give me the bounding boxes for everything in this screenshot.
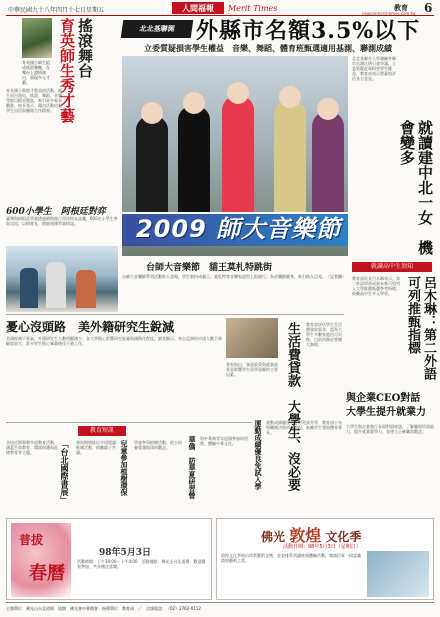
grad-students-title: 憂心沒頭路 美外籍研究生銳減 <box>6 320 175 334</box>
person-figure <box>76 270 96 308</box>
camp-body: 海外華裔青年返國參加研習營，體驗中華文化。 <box>200 436 248 446</box>
grad-students-body: 美國經濟不景氣，外籍研究生人數明顯減少，各大學擔心影響研究能量與國際化程度。調查顯示，來自亞洲的申請人數下降幅度最大，許多學生擔心畢業後找不到工作。 <box>6 336 222 346</box>
main-story-kicker: 北北基聯測 <box>121 20 194 38</box>
festival-banner-text: 2009 師大音樂節 <box>136 215 342 243</box>
performer-head <box>317 98 339 120</box>
performer-figure <box>136 116 168 216</box>
loan-article-body: 教育部評估學生生活費貸款需求，認為大學生多數家庭仍可負擔，目前尚無必要擴大辦理。 <box>306 322 342 347</box>
divider <box>6 314 344 315</box>
page-footer: 主辦單位：佛光山台北道場 協辦：佛光會中華總會 指導單位：教育部 ／ 洽詢電話：（02）2762-0112 <box>6 602 434 614</box>
performer-head <box>183 92 205 114</box>
section-label: 就讀高中生須知 <box>352 262 432 272</box>
person-figure <box>20 268 38 308</box>
chess-article-body: 臺灣與阿根廷學童透過網路進行西洋棋友誼賽，600名小學生參與交流，以棋會友，增進兩國學童情誼。 <box>6 216 118 226</box>
contact-url: news@merit-times.com.tw <box>362 11 416 16</box>
main-subhead: 立委質疑損害學生權益 音樂、舞蹈、體育班甄選適用基測、聯測成績 <box>144 44 392 53</box>
left-article-body: 育英國小舉辦才藝表演活動，師生同台演出，搖滾、舞蹈、音樂等節目精采豐富，吸引眾多家長觀賞。校長表示，藉由活動培養學生自信與團隊合作精神。 <box>6 88 62 113</box>
chess-photo <box>6 246 118 312</box>
ad-details: 敦煌文化季展出珍貴藝術文物，並安排系列講座與體驗活動，邀請民眾一同認識敦煌藝術之美。 <box>221 553 361 563</box>
page-number: 6 <box>424 1 433 15</box>
performer-figure <box>222 96 254 216</box>
ceo-dialogue-title: 與企業CEO對話 大學生提升就業力 <box>346 393 431 418</box>
performer-head <box>279 86 301 108</box>
news-brief-body: 各校近期舉辦多項教育活動，涵蓋生命教育、環境保護與品德教育等主題。 <box>6 440 58 455</box>
photo-caption: 台師大音樂節系列活動昨天登場，學生裝扮成貓王、莫札特等音樂家造型上街遊行，為音樂節暖身，吸引路人目光。（記者攝） <box>122 274 346 279</box>
performer-head <box>141 102 163 124</box>
photo-caption-title: 台師大音樂節 貓王莫札特跳街 <box>146 263 273 273</box>
section-name: 教育 <box>394 4 408 12</box>
person-figure <box>46 262 66 308</box>
news-brief-label: 教育短訊 <box>78 426 126 436</box>
right-article-body: 北北基聯合入學測驗外縣市名額比例引發爭議，立委質疑此舉損害學生權益，教育部表示將審慎評估各方意見。 <box>352 56 396 81</box>
chess-article-title: 600小學生 阿根廷對弈 <box>6 207 106 217</box>
grad-students-body-2: 專家指出，簽證政策與就業前景是影響學生留學意願的主要因素。 <box>226 362 278 377</box>
sports-admission-body: 運動成績優良學生可免試升學，教育部公布相關辦法與申請時程，鼓勵學生發展體育專長。 <box>266 420 342 435</box>
ad-title-2: 春曆 <box>29 563 65 584</box>
ad-date: 98年5月3日 <box>99 548 152 558</box>
music-festival-photo <box>122 56 348 256</box>
second-language-title: 呂木琳：第二外語可列推甄指標 <box>405 276 436 380</box>
sports-admission-title: 運動成績優良免試入學 <box>254 420 263 490</box>
ad-title-1: 普拔 <box>19 533 44 547</box>
masthead-english: Merit Times <box>228 4 278 13</box>
second-language-body: 教育部次長呂木琳表示，第二外語學習成果未來可望列入大學推薦甄選參考指標，鼓勵高中生多元學習。 <box>352 276 400 296</box>
ad-title-a: 佛光 <box>261 530 286 544</box>
left-title-line-2: 育英師生秀才藝 <box>58 18 76 123</box>
camp-title: 華僑 訪華夏研習營 <box>188 436 197 499</box>
loan-article-title: 生活費貸款 大學生、沒必要 <box>285 322 300 491</box>
ceo-dialogue-body: 大學生與企業執行長面對面座談，了解職場所需能力，提升就業競爭力，並建立正確職涯觀念。 <box>346 424 434 434</box>
tree-planting-title: 兒童參加植樹環保 <box>120 440 129 496</box>
dunhuang-festival-ad <box>216 518 434 600</box>
performer-figure <box>178 106 210 216</box>
book-fair-body: 書展期間推出多項閱讀推廣活動，鼓勵親子共讀。 <box>76 440 116 455</box>
band-photo-small <box>22 18 52 58</box>
book-fair-title: 「台北國際書展」 <box>60 440 70 504</box>
left-title-line-1: 搖滾舞台 <box>76 18 94 78</box>
main-headline: 外縣市名額3.5%以下 <box>196 18 421 44</box>
divider <box>6 422 252 423</box>
spring-event-ad <box>6 518 212 600</box>
masthead-logo: 人間福報 <box>172 2 224 14</box>
ad-date: 活動日期：98年5月3日（星期日） <box>283 544 361 550</box>
grad-students-photo <box>226 318 278 358</box>
ad-details: 活動時間：上午10:00－下午4:00 活動地點：佛光山台北道場 歡迎闔家參加，共享佛法喜樂。 <box>77 559 206 569</box>
performer-figure <box>312 112 344 216</box>
performer-head <box>227 82 249 104</box>
ad-title-c: 文化季 <box>325 530 362 544</box>
issue-date: 中華民國九十八年四月十七日星期五 <box>8 7 105 14</box>
tree-planting-body: 學童參與植樹活動，從小培養愛護地球的觀念。 <box>134 440 182 450</box>
performer-figure <box>274 100 306 216</box>
ad-title-b: 敦煌 <box>289 526 322 545</box>
right-article-title: 就讀建中北一女 機會變多 <box>398 120 434 255</box>
left-photo-caption: 育英國小師生組成搖滾樂團，在舞台上盡情演出，展現多元才藝。 <box>22 60 50 85</box>
left-article-title <box>58 18 94 198</box>
ad-artwork <box>367 551 429 597</box>
